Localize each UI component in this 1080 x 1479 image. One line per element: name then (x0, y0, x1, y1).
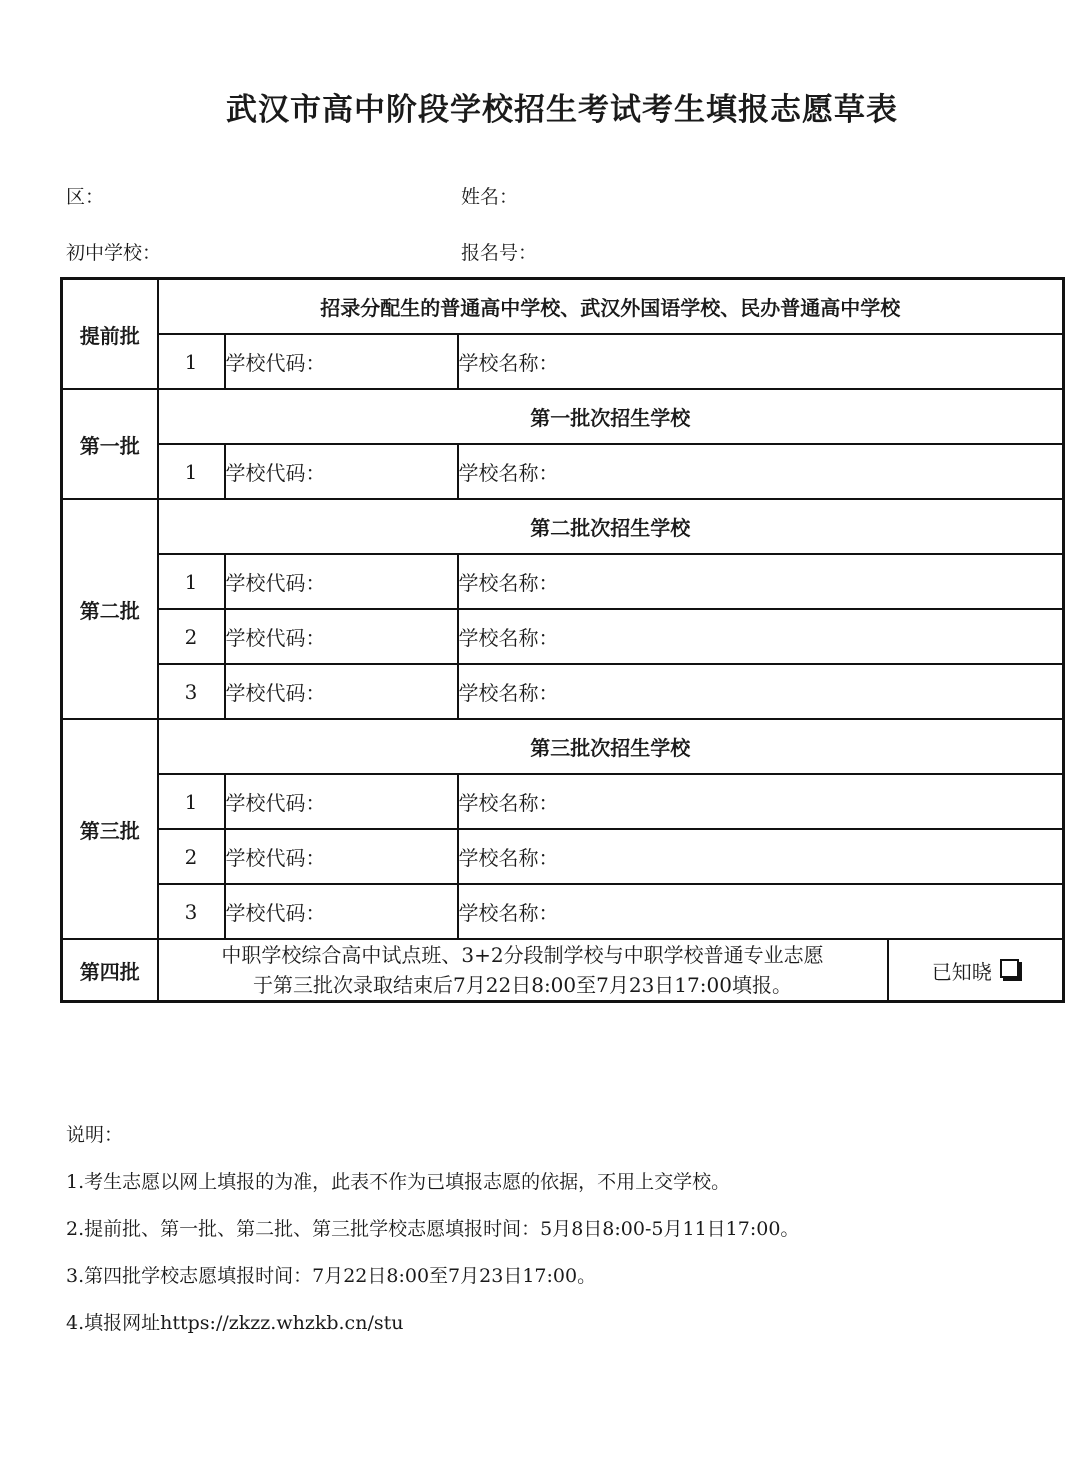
school-name-cell[interactable]: 学校名称： (458, 829, 1064, 884)
table-row (62, 444, 1064, 499)
explanation-section (66, 1112, 799, 1347)
acknowledge-cell (888, 939, 1064, 1002)
school-name-cell[interactable]: 学校名称： (458, 609, 1064, 664)
explanation-heading: 说明： (66, 1124, 124, 1146)
table-row (62, 664, 1064, 719)
fourth-batch-note (158, 939, 888, 1002)
table-row (62, 774, 1064, 829)
fourth-batch-note-line-1: 中职学校综合高中试点班、3+2分段制学校与中职学校普通专业志愿 (221, 943, 824, 967)
batch-label-fourth: 第四批 (62, 939, 158, 1002)
explanation-item: 4.填报网址https://zkzz.whzkb.cn/stu (66, 1312, 404, 1334)
table-row (62, 334, 1064, 389)
table-row (62, 554, 1064, 609)
school-code-cell[interactable]: 学校代码： (225, 554, 458, 609)
choice-number: 2 (158, 829, 225, 884)
early-batch-header: 招录分配生的普通高中学校、武汉外国语学校、民办普通高中学校 (158, 279, 1064, 335)
explanation-item: 2.提前批、第一批、第二批、第三批学校志愿填报时间：5月8日8:00-5月11日17:00。 (66, 1218, 800, 1240)
choice-number: 3 (158, 884, 225, 939)
first-batch-header: 第一批次招生学校 (158, 389, 1064, 444)
second-batch-header-row (62, 499, 1064, 554)
fourth-batch-row (62, 939, 1064, 1002)
school-name-cell[interactable]: 学校名称： (458, 444, 1064, 499)
student-name-field[interactable]: 姓名： (461, 186, 519, 208)
school-code-cell[interactable]: 学校代码： (225, 774, 458, 829)
explanation-item: 3.第四批学校志愿填报时间：7月22日8:00至7月23日17:00。 (66, 1265, 597, 1287)
school-code-cell[interactable]: 学校代码： (225, 444, 458, 499)
choice-number: 1 (158, 554, 225, 609)
district-field[interactable]: 区： (66, 186, 105, 208)
choice-number: 1 (158, 444, 225, 499)
school-name-cell[interactable]: 学校名称： (458, 664, 1064, 719)
batch-label-third: 第三批 (62, 719, 158, 939)
school-code-cell[interactable]: 学校代码： (225, 609, 458, 664)
page-title: 武汉市高中阶段学校招生考试考生填报志愿草表 (226, 92, 898, 128)
school-name-cell[interactable]: 学校名称： (458, 884, 1064, 939)
school-code-cell[interactable]: 学校代码： (225, 334, 458, 389)
school-code-cell[interactable]: 学校代码： (225, 829, 458, 884)
table-row (62, 609, 1064, 664)
school-code-cell[interactable]: 学校代码： (225, 884, 458, 939)
school-code-cell[interactable]: 学校代码： (225, 664, 458, 719)
fourth-batch-note-line-2: 于第三批次录取结束后7月22日8:00至7月23日17:00填报。 (253, 973, 792, 997)
school-name-cell[interactable]: 学校名称： (458, 774, 1064, 829)
explanation-item: 1.考生志愿以网上填报的为准，此表不作为已填报志愿的依据，不用上交学校。 (66, 1171, 731, 1193)
early-batch-header-row (62, 279, 1064, 335)
acknowledge-label: 已知晓 (931, 959, 992, 984)
third-batch-header-row (62, 719, 1064, 774)
first-batch-header-row (62, 389, 1064, 444)
choice-number: 1 (158, 334, 225, 389)
school-name-cell[interactable]: 学校名称： (458, 334, 1064, 389)
batch-label-first: 第一批 (62, 389, 158, 499)
choice-number: 1 (158, 774, 225, 829)
batch-label-early: 提前批 (62, 279, 158, 390)
acknowledge-checkbox[interactable] (1000, 959, 1019, 978)
second-batch-header: 第二批次招生学校 (158, 499, 1064, 554)
application-form-table (60, 277, 1065, 1003)
choice-number: 2 (158, 609, 225, 664)
choice-number: 3 (158, 664, 225, 719)
junior-school-field[interactable]: 初中学校： (66, 242, 162, 264)
third-batch-header: 第三批次招生学校 (158, 719, 1064, 774)
batch-label-second: 第二批 (62, 499, 158, 719)
school-name-cell[interactable]: 学校名称： (458, 554, 1064, 609)
table-row (62, 884, 1064, 939)
table-row (62, 829, 1064, 884)
registration-number-field[interactable]: 报名号： (461, 242, 538, 264)
